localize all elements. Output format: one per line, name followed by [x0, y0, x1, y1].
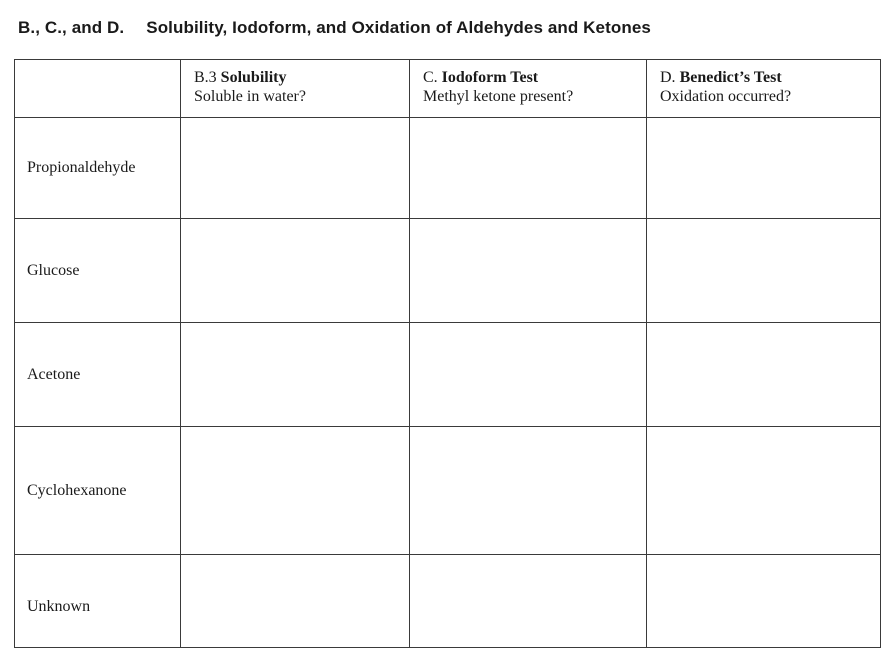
page-title: Solubility, Iodoform, and Oxidation of Aldehydes and Ketones — [146, 18, 651, 37]
column-question: Methyl ketone present? — [423, 88, 574, 105]
answer-cell-iodoform[interactable] — [410, 555, 647, 648]
column-header-solubility — [181, 60, 410, 118]
answer-cell-iodoform[interactable] — [410, 118, 647, 219]
corner-cell — [15, 60, 181, 118]
table-row — [15, 323, 881, 427]
answer-cell-iodoform[interactable] — [410, 323, 647, 427]
section-letters: B., C., and D. — [18, 18, 125, 37]
answer-cell-benedicts[interactable] — [647, 219, 881, 323]
answer-cell-benedicts[interactable] — [647, 555, 881, 648]
answer-cell-solubility[interactable] — [181, 555, 410, 648]
answer-cell-solubility[interactable] — [181, 427, 410, 555]
table-row — [15, 555, 881, 648]
results-table — [14, 59, 881, 648]
row-label: Propionaldehyde — [15, 118, 181, 219]
table-header-row — [15, 60, 881, 118]
table-row — [15, 219, 881, 323]
column-code: C. — [423, 69, 438, 86]
column-question: Oxidation occurred? — [660, 88, 792, 105]
answer-cell-benedicts[interactable] — [647, 118, 881, 219]
answer-cell-solubility[interactable] — [181, 219, 410, 323]
column-code: D. — [660, 69, 676, 86]
column-name: Benedict’s Test — [679, 69, 782, 86]
column-header-benedicts — [647, 60, 881, 118]
row-label: Glucose — [15, 219, 181, 323]
table-row — [15, 427, 881, 555]
answer-cell-iodoform[interactable] — [410, 427, 647, 555]
answer-cell-iodoform[interactable] — [410, 219, 647, 323]
answer-cell-solubility[interactable] — [181, 118, 410, 219]
column-name: Solubility — [220, 69, 287, 86]
table-row — [15, 118, 881, 219]
column-header-iodoform — [410, 60, 647, 118]
answer-cell-solubility[interactable] — [181, 323, 410, 427]
row-label: Acetone — [15, 323, 181, 427]
answer-cell-benedicts[interactable] — [647, 323, 881, 427]
column-name: Iodoform Test — [441, 69, 539, 86]
column-question: Soluble in water? — [194, 88, 306, 105]
answer-cell-benedicts[interactable] — [647, 427, 881, 555]
section-heading — [18, 18, 651, 38]
row-label: Cyclohexanone — [15, 427, 181, 555]
row-label: Unknown — [15, 555, 181, 648]
column-code: B.3 — [194, 69, 217, 86]
